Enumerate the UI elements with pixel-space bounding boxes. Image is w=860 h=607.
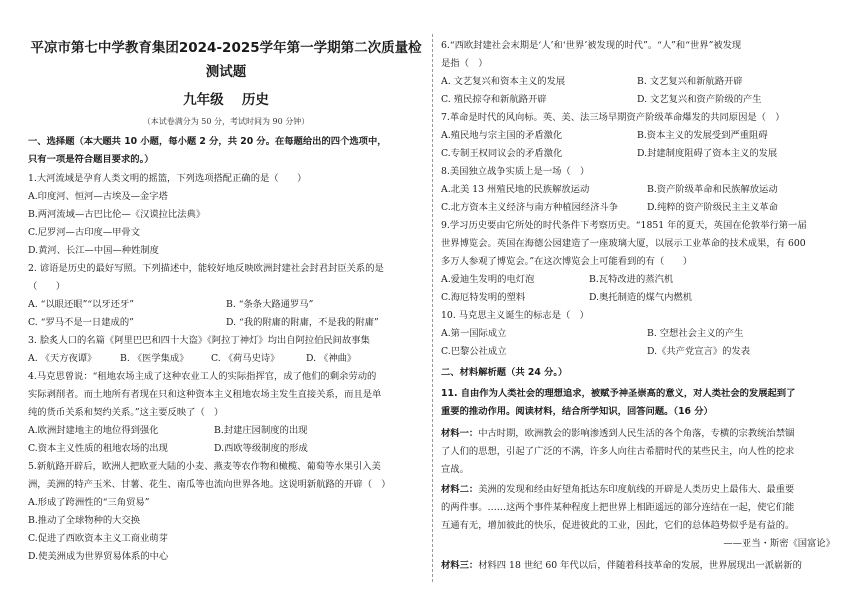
section1-heading-line2: 只有一项是符合题目要求的。） (28, 154, 154, 165)
material-1-line3: 宣战。 (441, 464, 469, 475)
question-9-option-d: D.奥托制造的煤气内燃机 (589, 292, 693, 303)
question-4-line2: 实际剥削者。而土地所有者现在只和这种资本主义租地农场主发生直接关系，而且是单 (28, 389, 382, 400)
left-column (28, 0, 424, 607)
question-8-option-b: B.资产阶级革命和民族解放运动 (647, 184, 778, 195)
question-1-option-a: A.印度河、恒河—古埃及—金字塔 (28, 191, 168, 202)
question-8-option-d: D.纯粹的资产阶级民主主义革命 (647, 202, 778, 213)
question-2-option-b: B. “条条大路通罗马” (226, 299, 314, 310)
question-3-option-a: A. 《天方夜谭》 (28, 353, 97, 364)
exam-note: （本试卷满分为 50 分，考试时间为 90 分钟） (142, 117, 310, 126)
question-1-option-d: D.黄河、长江—中国—种姓制度 (28, 245, 159, 256)
question-8-option-a: A.北美 13 州殖民地的民族解放运动 (441, 184, 590, 195)
question-5-option-b: B.推动了全球物种的大交换 (28, 515, 141, 526)
question-5-line2: 洲，美洲的特产玉米、甘薯、花生、南瓜等也流向世界各地。这说明新航路的开辟（ ） (28, 479, 391, 490)
question-1: 1.大河流域是孕育人类文明的摇篮，下列选项搭配正确的是（ ） (28, 173, 307, 184)
question-4-option-a: A.欧洲封建地主的地位得到强化 (28, 425, 159, 436)
material-1-line2: 了人们的思想，引起了广泛的不满，许多人向往古希腊时代的某些民主，向人性的挖求 (441, 446, 795, 457)
question-7-option-d: D.封建制度阻碍了资本主义的发展 (637, 148, 778, 159)
question-6-line1: 6.“西欧封建社会末期是‘人’和‘世界’被发现的时代”。“人”和“世界”被发现 (441, 40, 742, 51)
question-6-option-a: A. 文艺复兴和资本主义的发展 (441, 76, 566, 87)
question-6-option-c: C. 殖民掠夺和新航路开辟 (441, 94, 547, 105)
question-10-option-d: D.《共产党宣言》的发表 (647, 346, 751, 357)
question-9-option-b: B.瓦特改进的蒸汽机 (589, 274, 674, 285)
question-4-line1: 4.马克思曾说：“租地农场主成了这种农业工人的实际指挥官，成了他们的剩余劳动的 (28, 371, 377, 382)
material-1-line1: 材料一：中古时期，欧洲教会的影响渗透到人民生活的各个角落，专横的宗教统治禁锢 (441, 428, 795, 439)
question-1-option-c: C.尼罗河—古印度—甲骨文 (28, 227, 141, 238)
section2-heading: 二、材料解析题（共 24 分。） (441, 367, 568, 378)
question-2-line2: （ ） (28, 281, 66, 292)
question-5-option-a: A.形成了跨洲性的“三角贸易” (28, 497, 150, 508)
question-10: 10. 马克思主义诞生的标志是（ ） (441, 310, 589, 321)
question-10-option-b: B. 空想社会主义的产生 (647, 328, 744, 339)
question-6-option-d: D. 文艺复兴和资产阶级的产生 (637, 94, 762, 105)
column-divider (432, 34, 433, 582)
question-9-line1: 9.学习历史要由它所处的时代条件下考察历史。“1851 年的夏天，英国在伦敦举行第一届 (441, 220, 807, 231)
question-4-option-d: D.西欧等级制度的形成 (214, 443, 308, 454)
material-2-line2: 的两件事。……这两个事件某种程度上把世界上相距遥远的部分连结在一起，使它们能 (441, 502, 795, 513)
question-1-option-b: B.两河流域—古巴比伦—《汉谟拉比法典》 (28, 209, 206, 220)
question-7-option-a: A.殖民地与宗主国的矛盾激化 (441, 130, 563, 141)
exam-title-line2: 测试题 (205, 64, 247, 80)
material-2-source: ——亚当・斯密《国富论》 (723, 538, 835, 549)
question-8-option-c: C.北方资本主义经济与南方种植园经济斗争 (441, 202, 619, 213)
question-10-option-c: C.巴黎公社成立 (441, 346, 507, 357)
question-7: 7.革命是时代的风向标。英、美、法三场早期资产阶级革命爆发的共同原因是（ ） (441, 112, 785, 123)
question-9-option-a: A.爱迪生发明的电灯泡 (441, 274, 535, 285)
question-7-option-b: B.资本主义的发展受到严重阻碍 (637, 130, 768, 141)
question-6-option-b: B. 文艺复兴和新航路开辟 (637, 76, 743, 87)
question-2-line1: 2. 谚语是历史的最好写照。下列描述中，能较好地反映欧洲封建社会封君封臣关系的是 (28, 263, 384, 274)
section1-heading-line1: 一、选择题（本大题共 10 小题，每小题 2 分，共 20 分。在每题给出的四个选项中， (28, 136, 387, 147)
exam-title-line1: 平凉市第七中学教育集团2024-2025学年第一学期第二次质量检 (30, 40, 422, 56)
question-3: 3. 脍炙人口的名篇《阿里巴巴和四十大盗》《阿拉丁神灯》均出自阿拉伯民间故事集 (28, 335, 370, 346)
question-9-line2: 世界博览会。英国在海德公园建造了一座玻璃大厦，以展示工业革命的技术成果，有 600 (441, 238, 806, 249)
question-5-option-c: C.促进了西欧资本主义工商业萌芽 (28, 533, 168, 544)
question-3-option-d: D. 《神曲》 (306, 353, 357, 364)
question-4-line3: 纯的货币关系和契约关系。”这主要反映了（ ） (28, 407, 224, 418)
question-2-option-c: C. “罗马不是一日建成的” (28, 317, 134, 328)
question-9-option-c: C.海厄特发明的塑料 (441, 292, 526, 303)
question-6-line2: 是指（ ） (441, 58, 488, 69)
right-column (441, 0, 835, 607)
material-3-line1: 材料三：材料四 18 世纪 60 年代以后，伴随着科技革命的发展，世界展现出一派崭新的 (441, 560, 802, 571)
question-2-option-d: D. “我的附庸的附庸，不是我的附庸” (226, 317, 379, 328)
question-4-option-b: B.封建庄园制度的出现 (214, 425, 308, 436)
question-5-option-d: D.使美洲成为世界贸易体系的中心 (28, 551, 169, 562)
question-4-option-c: C.资本主义性质的租地农场的出现 (28, 443, 168, 454)
exam-subtitle: 九年级 历史 (183, 92, 269, 108)
question-2-option-a: A. “以眼还眼”“以牙还牙” (28, 299, 135, 310)
question-3-option-b: B. 《医学集成》 (120, 353, 189, 364)
question-8: 8.美国独立战争实质上是一场（ ） (441, 166, 590, 177)
question-5-line1: 5.新航路开辟后，欧洲人把欧亚大陆的小麦、燕麦等农作物和橄榄、葡萄等水果引入美 (28, 461, 381, 472)
question-10-option-a: A.第一国际成立 (441, 328, 507, 339)
material-2-line3: 互通有无，增加彼此的快乐，促进彼此的工业，因此，它们的总体趋势似乎是有益的。 (441, 520, 795, 531)
question-11-line1: 11. 自由作为人类社会的理想追求，被赋予神圣崇高的意义，对人类社会的发展起到了 (441, 388, 796, 399)
question-11-line2: 重要的推动作用。阅读材料，结合所学知识，回答问题。（16 分） (441, 406, 713, 417)
question-9-line3: 多万人参观了博览会。”在这次博览会上可能看到的有（ ） (441, 256, 693, 267)
question-7-option-c: C.专制王权同议会的矛盾激化 (441, 148, 563, 159)
material-2-line1: 材料二：美洲的发现和经由好望角抵达东印度航线的开辟是人类历史上最伟大、最重要 (441, 484, 795, 495)
question-3-option-c: C. 《荷马史诗》 (211, 353, 280, 364)
